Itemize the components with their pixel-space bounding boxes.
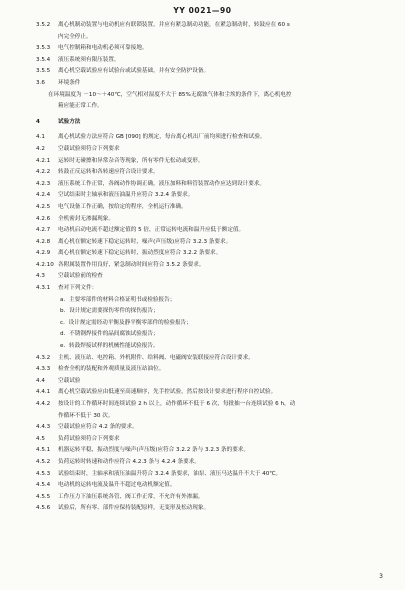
clause-number: 4.2.4 — [36, 192, 51, 199]
text-line — [36, 32, 388, 44]
clause-4-4-2 — [36, 399, 388, 411]
clause-4 — [36, 117, 388, 129]
clause-text: 全机密封无渗漏现象。 — [58, 215, 114, 222]
clause-4-2-2 — [36, 167, 388, 179]
clause-4-5-3 — [36, 469, 388, 481]
clause-text: e．转鼓焊接试样的机械性能试验报告。 — [60, 343, 159, 350]
clause-text: 电动机的运转电流及温升不超过电动机额定值。 — [58, 482, 176, 489]
clause-number: 4.5.6 — [36, 505, 51, 512]
clause-number: 4.3.2 — [36, 354, 51, 361]
clause-text: 作循环不低于 30 次。 — [58, 412, 114, 419]
clause-4-3-1 — [36, 283, 388, 295]
clause-3-5-3 — [36, 43, 388, 55]
clause-text: 负荷试验须符合下列要求 — [58, 435, 120, 442]
clause-number: 4.3.3 — [36, 366, 51, 373]
clause-number: 4.2.10 — [36, 261, 54, 268]
clause-4-2-10 — [36, 260, 388, 272]
clause-4-4-3 — [36, 422, 388, 434]
text-line — [36, 329, 388, 341]
clause-4-4 — [36, 376, 388, 388]
clause-text: 内完全停止。 — [58, 33, 92, 40]
clause-text: 主机、液压站、电控箱、外机附件、给料阀、电磁阀安装联接应符合设计要求。 — [58, 354, 254, 361]
clause-text: 电动机启动电流不超过额定值的 5 倍，正常运转电流和温升应低于额定值。 — [58, 227, 245, 234]
text-line — [36, 101, 388, 113]
clause-number: 4.2.1 — [36, 157, 51, 164]
clause-4-2 — [36, 144, 388, 156]
clause-number: 4.2.2 — [36, 169, 51, 176]
clause-number: 4.5.4 — [36, 482, 51, 489]
clause-text: 离心机空载试验应由低速至高速顺序，先手控试验，然后按设计要求进行程序自控试验。 — [58, 389, 277, 396]
clause-text: 试验方法 — [58, 118, 81, 125]
text-line — [36, 411, 388, 423]
clause-number: 4.5.5 — [36, 493, 51, 500]
clause-4-5-6 — [36, 503, 388, 515]
clause-text: 机器运转平稳，振动烈度与噪声(声压级)应符合 3.2.2 条与 3.2.3 条的要求。 — [58, 447, 249, 454]
clause-4-1 — [36, 132, 388, 144]
clause-text: 电气控制箱和电动机必须可靠接地。 — [58, 45, 148, 52]
clause-4-3-3 — [36, 364, 388, 376]
clause-4-5 — [36, 434, 388, 446]
clause-text: 工作压力下油压系统各管、阀工作正常，不允许有外渗漏。 — [58, 493, 204, 500]
clause-3-5-4 — [36, 55, 388, 67]
standard-number: YY 0021—90 — [173, 6, 232, 15]
clause-text: c．设计规定需经动平衡及静平衡零部件的检验报告； — [60, 319, 192, 326]
clause-4-2-8 — [36, 237, 388, 249]
clause-number: 4.2.9 — [36, 250, 51, 257]
clause-text: 电气设备工作正确，按给定的程序，全机运行准确。 — [58, 203, 187, 210]
page-number: 3 — [379, 573, 383, 580]
clause-text: 各附属装置作用良好，紧急制动时间应符合 3.5.2 条要求。 — [58, 261, 205, 268]
text-line — [36, 90, 388, 102]
clause-text: 按设计的工作循环时间连续试验 2 h 以上，动作循环不低于 6 次，每批抽一台连续试验 6 h，动 — [58, 401, 296, 407]
clause-text: 离心机空载试验应有试验台或试验基础，并有安全防护设备。 — [58, 68, 210, 75]
text-line — [36, 306, 388, 318]
clause-number: 3.5.2 — [36, 22, 51, 28]
clause-text: 液压系统须有限压装置。 — [58, 56, 120, 63]
clause-text: a．主要零部件的材料合格证明书或检验报告； — [60, 296, 176, 303]
clause-number: 4.2.7 — [36, 227, 51, 234]
clause-text: 试验后，所有零、部件应保持装配原样，无变形及松动现象。 — [58, 505, 210, 512]
clause-text: b．设计规定需要探伤零件的探伤报告； — [60, 308, 159, 315]
clause-text: 离心机制动装置与电动机应有联锁装置，并应有紧急制动功能，在紧急制动时，转鼓应在 60 s — [58, 22, 290, 28]
clause-text: 离心机在额定转速下稳定运转时，噪声(声压级)应符合 3.2.3 条要求。 — [58, 238, 232, 245]
clause-number: 4.2 — [36, 145, 45, 152]
clause-4-2-9 — [36, 248, 388, 260]
clause-4-5-1 — [36, 445, 388, 457]
clause-text: 环境条件 — [58, 79, 81, 86]
clause-4-2-6 — [36, 214, 388, 226]
clause-text: 转鼓正反运转和各转速应符合设计要求。 — [58, 169, 159, 176]
clause-4-2-1 — [36, 156, 388, 168]
clause-number: 4 — [36, 118, 40, 125]
clause-3-6 — [36, 78, 388, 90]
clause-4-3 — [36, 271, 388, 283]
clause-number: 4.2.6 — [36, 215, 51, 222]
clause-number: 4.3 — [36, 273, 45, 280]
clause-4-4-1 — [36, 387, 388, 399]
clause-number: 3.5.4 — [36, 56, 51, 63]
clause-text: 试验结束时，主轴承和液压油温升符合 3.2.4 条要求，油泵、液压马达温升不大于 40℃。 — [58, 470, 282, 477]
clause-number: 3.5.3 — [36, 45, 51, 52]
clause-number: 4.1 — [36, 134, 45, 141]
clause-number: 3.6 — [36, 79, 45, 86]
clause-number: 4.5.1 — [36, 447, 51, 454]
clause-4-3-2 — [36, 353, 388, 365]
clause-number: 4.4.3 — [36, 424, 51, 431]
clause-text: 空载试验须符合下列要求 — [58, 145, 120, 152]
clause-4-5-5 — [36, 492, 388, 504]
clause-text: 查对下列文件： — [58, 285, 98, 292]
clause-text: 在环境温度为 －10～＋40℃，空气相对湿度不大于 85%无腐蚀气体和尘埃的条件下，离心机电控 — [48, 91, 292, 98]
clause-text: 空载试验前的检查 — [58, 273, 103, 280]
clause-text: d．不锈钢焊接件的晶间腐蚀试验报告； — [60, 331, 159, 338]
clause-number: 4.2.8 — [36, 238, 51, 245]
clause-4-2-3 — [36, 179, 388, 191]
clause-number: 4.4.1 — [36, 389, 51, 396]
clause-4-5-2 — [36, 457, 388, 469]
clause-4-2-4 — [36, 190, 388, 202]
clause-number: 4.4 — [36, 377, 45, 384]
clause-text: 空试结束时主轴承和液压油温升应符合 3.2.4 条要求。 — [58, 192, 194, 199]
text-line — [36, 318, 388, 330]
clause-text: 离心机试验方法应符合 GB [090] 的规定，每台离心机出厂前均须进行检查和试验。 — [58, 134, 266, 141]
clause-text: 离心机在额定转速下稳定运转时，振动烈度应符合 3.2.2 条要求。 — [58, 250, 222, 257]
clause-number: 3.5.5 — [36, 68, 51, 75]
clause-4-5-4 — [36, 480, 388, 492]
document-body — [36, 20, 388, 515]
clause-number: 4.2.3 — [36, 180, 51, 187]
clause-3-5-5 — [36, 66, 388, 78]
clause-number: 4.5.3 — [36, 470, 51, 477]
text-line — [36, 341, 388, 353]
clause-text: 液压系统工作正常，各阀动作协调正确，液压加料和料管装置动作应达到设计要求。 — [58, 180, 265, 187]
clause-text: 空载试验 — [58, 377, 81, 384]
clause-text: 空载试验应符合 4.2 条的要求。 — [58, 424, 138, 431]
clause-number: 4.2.5 — [36, 203, 51, 210]
clause-text: 运转时无碰擦和异常杂音等现象，所有零件无松动或变形。 — [58, 157, 204, 164]
clause-text: 检查全机的装配和外观质量及液压站油位。 — [58, 366, 165, 373]
clause-number: 4.5.2 — [36, 458, 51, 465]
clause-text: 箱应能正常工作。 — [58, 103, 103, 110]
clause-4-2-5 — [36, 202, 388, 214]
clause-3-5-2 — [36, 20, 388, 32]
clause-number: 4.4.2 — [36, 401, 51, 407]
clause-number: 4.5 — [36, 435, 45, 442]
clause-text: 负荷运转时转速和动作应符合 4.2.3 条与 4.2.4 条要求。 — [58, 458, 200, 465]
clause-4-2-7 — [36, 225, 388, 237]
clause-number: 4.3.1 — [36, 285, 51, 292]
text-line — [36, 295, 388, 307]
